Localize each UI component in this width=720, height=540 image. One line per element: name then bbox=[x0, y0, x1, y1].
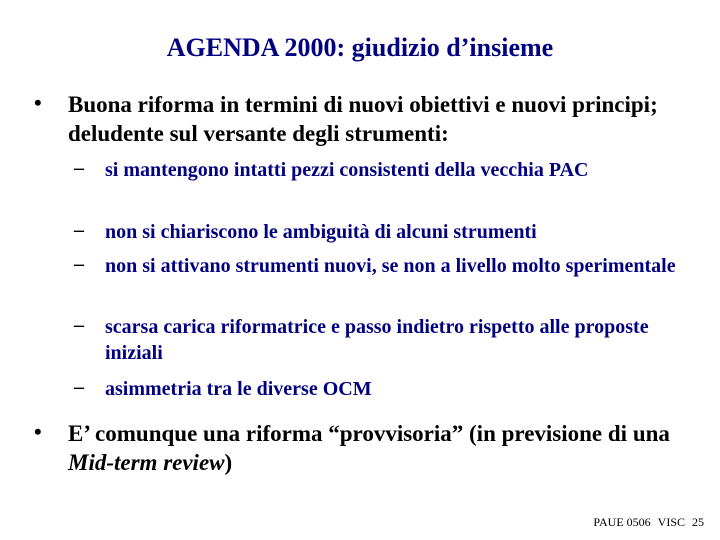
dash-icon: – bbox=[74, 219, 84, 241]
subitem-text: si mantengono intatti pezzi consistenti della vecchia PAC bbox=[105, 159, 589, 181]
dash-icon: – bbox=[74, 314, 84, 336]
dash-icon: – bbox=[74, 376, 84, 398]
dash-icon: – bbox=[74, 253, 84, 275]
subitem-text: non si chiariscono le ambiguità di alcuni strumenti bbox=[105, 221, 537, 243]
bullet-text bbox=[68, 419, 708, 477]
dash-icon: – bbox=[74, 157, 84, 179]
subitem-text: scarsa carica riformatrice e passo indietro rispetto alle proposte iniziali bbox=[105, 316, 649, 364]
footer-lesson: VISC bbox=[657, 515, 685, 529]
bullet-icon: • bbox=[34, 90, 42, 115]
bullet-text-start: E’ comunque una riforma “provvisoria” (in previsione di una bbox=[68, 421, 670, 446]
page-title: AGENDA 2000: giudizio d’insieme bbox=[166, 33, 554, 62]
footer-course: PAUE 0506 bbox=[593, 515, 651, 529]
bullet-text-end: ) bbox=[224, 450, 233, 475]
slide-footer bbox=[589, 515, 704, 530]
bullet-text: Buona riforma in termini di nuovi obiettivi e nuovi principi; deludente sul versante degli strumenti: bbox=[68, 92, 658, 146]
bullet-text-italic: Mid-term review bbox=[68, 450, 225, 475]
footer-page-number: 25 bbox=[692, 515, 704, 529]
bullet-icon: • bbox=[34, 419, 42, 444]
subitem-text: asimmetria tra le diverse OCM bbox=[105, 378, 372, 400]
subitem-text: non si attivano strumenti nuovi, se non a livello molto sperimentale bbox=[105, 255, 676, 277]
